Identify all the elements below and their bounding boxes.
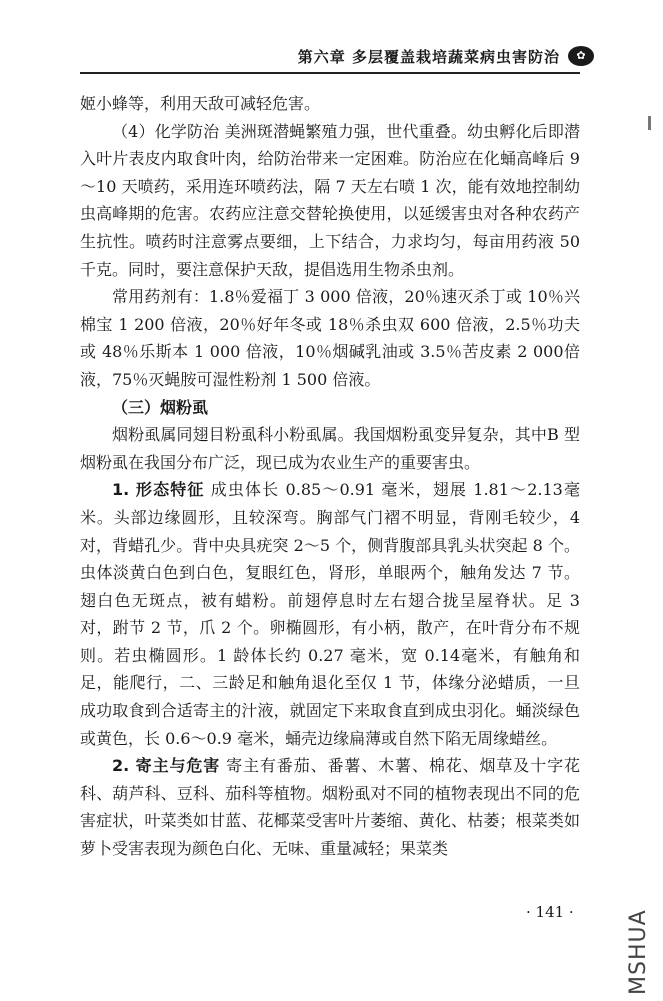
paragraph-lead: 1. 形态特征 xyxy=(112,480,205,500)
page-body xyxy=(80,90,580,863)
paragraph-lead: 2. 寄主与危害 xyxy=(112,756,221,776)
paragraph-lead: （4）化学防治 xyxy=(112,121,220,141)
paragraph-hosts: 2. 寄主与危害 寄主有番茄、番薯、木薯、棉花、烟草及十字花科、葫芦科、豆科、茄科等植物。烟粉虱对不同的植物表现出不同的危害症状，叶菜类如甘蓝、花椰菜受害叶片萎缩、黄化、枯萎；根菜类如萝卜受害表现为颜色白化、无味、重量减轻；果菜类 xyxy=(80,756,580,859)
running-header xyxy=(80,44,586,74)
section-heading: （三）烟粉虱 xyxy=(112,397,209,417)
paragraph-continuation: 姬小蜂等，利用天敌可减轻危害。 xyxy=(80,94,321,113)
paragraph-pesticides: 常用药剂有：1.8％爱福丁 3 000 倍液，20％速灭杀丁或 10％兴棉宝 1 200 倍液，20％好年冬或 18％杀虫双 600 倍液，2.5％功夫或 48％乐斯本 1 000 倍液，10％烟碱乳油或 3.5％苦皮素 2 000倍液，75％灭蝇胺可湿性粉剂 1 500 倍液。 xyxy=(80,287,580,389)
paragraph-chemical-control: （4）化学防治 美洲斑潜蝇繁殖力强，世代重叠。幼虫孵化后即潜入叶片表皮内取食叶肉，给防治带来一定困难。防治应在化蛹高峰后 9～10 天喷药，采用连环喷药法，隔 7 天左右喷 1 次，能有效地控制幼虫高峰期的危害。农药应注意交替轮换使用，以延缓害虫对各种农药产生抗性。喷药时注意雾点要细，上下结合，力求均匀，每亩用药液 50 千克。同时，要注意保护天敌，提倡选用生物杀虫剂。 xyxy=(80,121,580,279)
paragraph-morphology: 1. 形态特征 成虫体长 0.85～0.91 毫米，翅展 1.81～2.13毫米。头部边缘圆形，且较深弯。胸部气门褶不明显，背刚毛较少，4 对，背蜡孔少。背中央具疣突 2～5 个，侧背腹部具乳头状突起 8 个。虫体淡黄白色到白色，复眼红色，肾形，单眼两个，触角发达 7 节。翅白色无斑点，被有蜡粉。前翅停息时左右翅合拢呈屋脊状。足 3 对，跗节 2 节，爪 2 个。卵椭圆形，有小柄，散产，在叶背分布不规则。若虫椭圆形。1 龄体长约 0.27 毫米，宽 0.14毫米，有触角和足，能爬行，二、三龄足和触角退化至仅 1 节，体缘分泌蜡质，一旦成功取食到合适寄主的汁液，就固定下来取食直到成虫羽化。蛹淡绿色或黄色，长 0.6～0.9 毫米，蛹壳边缘扁薄或自然下陷无周缘蜡丝。 xyxy=(80,480,580,748)
chapter-badge-icon: ✿ xyxy=(568,46,594,66)
watermark: MSHUA xyxy=(626,909,651,995)
chapter-title: 第六章 多层覆盖栽培蔬菜病虫害防治 xyxy=(297,48,560,66)
paragraph-intro: 烟粉虱属同翅目粉虱科小粉虱属。我国烟粉虱变异复杂，其中B 型烟粉虱在我国分布广泛，现已成为农业生产的重要害虫。 xyxy=(80,425,580,472)
page-number: · 141 · xyxy=(526,903,574,921)
scan-mark xyxy=(648,116,651,130)
